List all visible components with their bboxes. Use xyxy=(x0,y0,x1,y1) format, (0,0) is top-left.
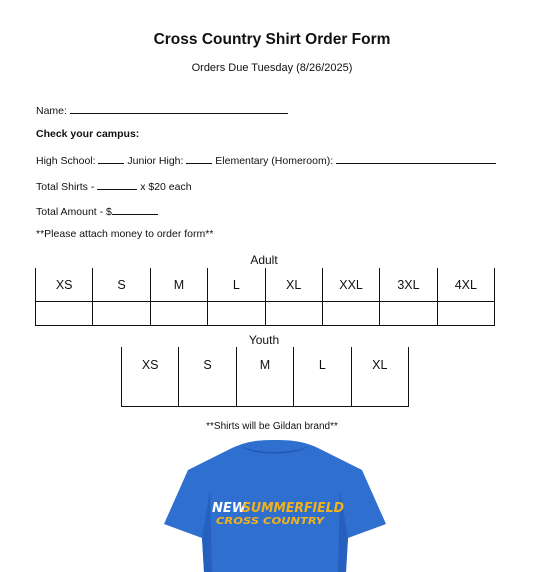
youth-size-header: XL xyxy=(352,347,409,383)
youth-size-header: L xyxy=(294,347,351,383)
adult-quantity-cell[interactable] xyxy=(380,302,437,326)
total-amount-field[interactable] xyxy=(112,204,158,215)
elementary-label: Elementary (Homeroom): xyxy=(215,155,334,167)
youth-caption: Youth xyxy=(248,333,280,347)
campus-label: Check your campus: xyxy=(36,128,140,140)
adult-size-header: XXL xyxy=(323,268,380,302)
total-amount-label: Total Amount - $ xyxy=(36,206,112,218)
total-amount-row xyxy=(36,204,158,218)
adult-size-header: 4XL xyxy=(438,268,495,302)
name-label: Name: xyxy=(36,105,67,117)
youth-size-header: S xyxy=(179,347,236,383)
adult-quantity-cell[interactable] xyxy=(36,302,93,326)
youth-quantity-cell[interactable] xyxy=(352,383,409,407)
brand-note: **Shirts will be Gildan brand** xyxy=(206,421,338,432)
youth-size-header: M xyxy=(237,347,294,383)
logo-summerfield: SUMMERFIELD xyxy=(242,501,345,516)
youth-quantity-cell[interactable] xyxy=(237,383,294,407)
total-shirts-label: Total Shirts - xyxy=(36,181,95,193)
money-note: **Please attach money to order form** xyxy=(36,228,214,240)
junior-high-field[interactable] xyxy=(186,153,212,164)
due-date: Orders Due Tuesday (8/26/2025) xyxy=(191,62,353,74)
price-text: x $20 each xyxy=(140,181,192,193)
youth-size-header: XS xyxy=(122,347,179,383)
elementary-field[interactable] xyxy=(336,153,496,164)
youth-size-table xyxy=(121,347,409,407)
adult-size-header: L xyxy=(208,268,265,302)
youth-quantity-cell[interactable] xyxy=(179,383,236,407)
high-school-label: High School: xyxy=(36,155,96,167)
adult-caption: Adult xyxy=(250,253,278,267)
total-shirts-field[interactable] xyxy=(97,179,137,190)
adult-size-header: XL xyxy=(266,268,323,302)
adult-size-header: XS xyxy=(36,268,93,302)
adult-size-header: 3XL xyxy=(380,268,437,302)
campus-row xyxy=(36,153,496,167)
youth-quantity-cell[interactable] xyxy=(294,383,351,407)
adult-size-table xyxy=(35,268,495,326)
high-school-field[interactable] xyxy=(98,153,124,164)
form-title: Cross Country Shirt Order Form xyxy=(153,31,391,48)
name-row xyxy=(36,103,288,117)
adult-size-header: S xyxy=(93,268,150,302)
name-field[interactable] xyxy=(70,103,288,114)
adult-quantity-cell[interactable] xyxy=(93,302,150,326)
junior-high-label: Junior High: xyxy=(127,155,184,167)
adult-quantity-cell[interactable] xyxy=(208,302,265,326)
adult-quantity-cell[interactable] xyxy=(266,302,323,326)
logo-new: NEW xyxy=(212,501,247,516)
adult-size-header: M xyxy=(151,268,208,302)
youth-quantity-cell[interactable] xyxy=(122,383,179,407)
adult-quantity-cell[interactable] xyxy=(438,302,495,326)
shirt-image xyxy=(150,440,400,572)
adult-quantity-cell[interactable] xyxy=(323,302,380,326)
total-shirts-row xyxy=(36,179,192,193)
adult-quantity-cell[interactable] xyxy=(151,302,208,326)
logo-cross-country: CROSS COUNTRY xyxy=(216,516,327,527)
